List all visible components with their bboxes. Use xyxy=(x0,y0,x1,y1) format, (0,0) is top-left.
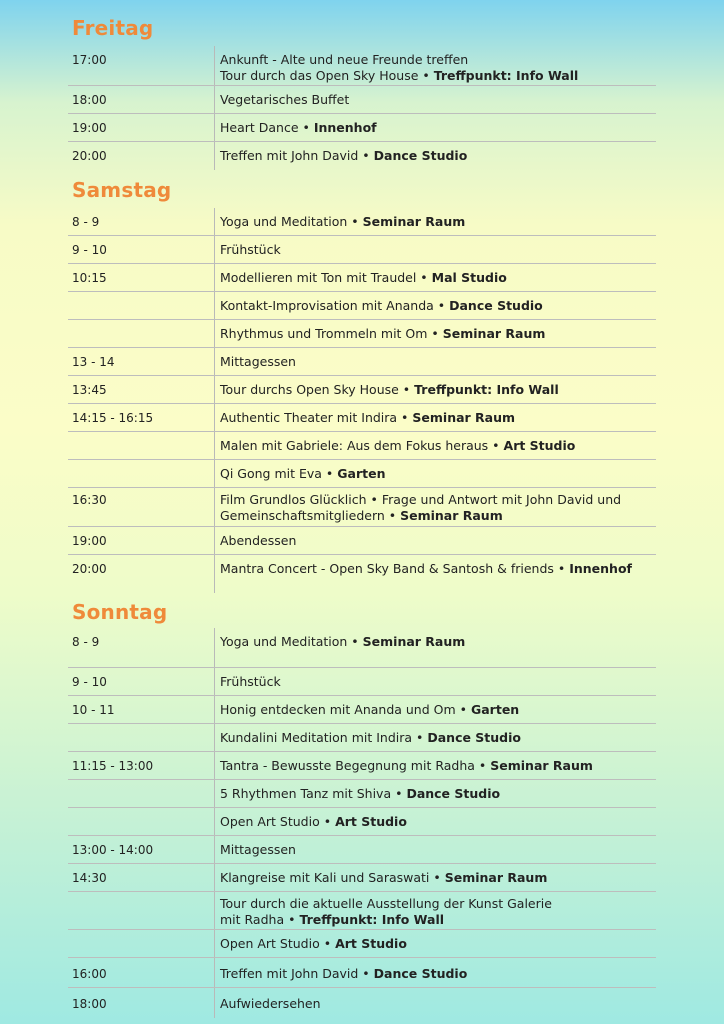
activity-text: Tantra - Bewusste Begegnung mit Radha • xyxy=(220,758,491,773)
activity-text: Malen mit Gabriele: Aus dem Fokus heraus • xyxy=(220,438,504,453)
activity-line xyxy=(220,533,656,549)
activity-cell xyxy=(216,214,656,230)
location-label: Garten xyxy=(337,466,386,481)
activity-line xyxy=(220,298,656,314)
location-label: Art Studio xyxy=(335,814,407,829)
time-cell: 9 - 10 xyxy=(72,675,107,689)
schedule-row xyxy=(68,264,656,292)
activity-cell xyxy=(216,870,656,886)
schedule-table-freitag xyxy=(68,46,656,170)
activity-text: Honig entdecken mit Ananda und Om • xyxy=(220,702,471,717)
activity-cell xyxy=(216,354,656,370)
location-label: Seminar Raum xyxy=(442,326,546,341)
activity-cell xyxy=(216,92,656,108)
day-title-sonntag: Sonntag xyxy=(72,600,168,624)
schedule-row xyxy=(68,930,656,958)
time-cell: 10 - 11 xyxy=(72,703,115,717)
schedule-row xyxy=(68,46,656,86)
activity-text: Open Art Studio • xyxy=(220,936,336,951)
activity-cell xyxy=(216,966,656,982)
activity-line xyxy=(220,814,656,830)
activity-cell xyxy=(216,410,656,426)
location-label: Dance Studio xyxy=(373,148,468,163)
location-label: Dance Studio xyxy=(373,966,468,981)
activity-line xyxy=(220,120,656,136)
schedule-row xyxy=(68,376,656,404)
activity-text: Aufwiedersehen xyxy=(220,996,321,1011)
activity-line xyxy=(220,730,656,746)
activity-cell xyxy=(216,936,656,952)
activity-text: Klangreise mit Kali und Saraswati • xyxy=(220,870,445,885)
activity-line xyxy=(220,966,656,982)
activity-cell xyxy=(216,438,656,454)
activity-cell xyxy=(216,466,656,482)
location-label: Art Studio xyxy=(503,438,576,453)
activity-line xyxy=(220,382,656,398)
activity-text: Treffen mit John David • xyxy=(220,148,374,163)
activity-line xyxy=(220,936,656,952)
location-label: Treffpunkt: Info Wall xyxy=(414,382,559,397)
location-label: Innenhof xyxy=(313,120,377,135)
schedule-row xyxy=(68,958,656,988)
location-label: Seminar Raum xyxy=(490,758,593,773)
time-cell: 14:15 - 16:15 xyxy=(72,411,154,425)
location-label: Dance Studio xyxy=(449,298,543,313)
time-cell: 11:15 - 13:00 xyxy=(72,759,154,773)
activity-cell xyxy=(216,561,656,577)
activity-line xyxy=(220,68,656,84)
activity-line xyxy=(220,508,656,524)
location-label: Innenhof xyxy=(569,561,632,576)
activity-text: Kontakt-Improvisation mit Ananda • xyxy=(220,298,450,313)
schedule-row xyxy=(68,114,656,142)
time-cell: 16:30 xyxy=(72,493,107,507)
schedule-row xyxy=(68,527,656,555)
activity-text: Film Grundlos Glücklich • Frage und Antwort mit John David und xyxy=(220,492,622,507)
schedule-row xyxy=(68,348,656,376)
schedule-row xyxy=(68,142,656,170)
activity-cell xyxy=(216,896,656,928)
schedule-row xyxy=(68,86,656,114)
activity-text: Abendessen xyxy=(220,533,297,548)
activity-line xyxy=(220,634,656,650)
location-label: Treffpunkt: Info Wall xyxy=(433,68,579,83)
time-cell: 13:45 xyxy=(72,383,107,397)
activity-cell xyxy=(216,730,656,746)
activity-text: Frühstück xyxy=(220,674,281,689)
time-cell: 9 - 10 xyxy=(72,243,107,257)
activity-line xyxy=(220,842,656,858)
activity-cell xyxy=(216,52,656,84)
location-label: Garten xyxy=(470,702,520,717)
activity-text: Tour durch die aktuelle Ausstellung der Kunst Galerie xyxy=(220,896,552,911)
time-cell: 13:00 - 14:00 xyxy=(72,843,154,857)
activity-cell xyxy=(216,298,656,314)
activity-cell xyxy=(216,786,656,802)
activity-text: Gemeinschaftsmitgliedern • xyxy=(220,508,401,523)
schedule-row xyxy=(68,292,656,320)
activity-text: Rhythmus und Trommeln mit Om • xyxy=(220,326,443,341)
schedule-row xyxy=(68,724,656,752)
activity-line xyxy=(220,242,656,258)
activity-text: Modellieren mit Ton mit Traudel • xyxy=(220,270,432,285)
activity-line xyxy=(220,466,656,482)
activity-line xyxy=(220,912,656,928)
activity-cell xyxy=(216,382,656,398)
time-cell: 8 - 9 xyxy=(72,215,100,229)
schedule-row xyxy=(68,752,656,780)
time-cell: 18:00 xyxy=(72,93,107,107)
schedule-row xyxy=(68,628,656,668)
activity-cell xyxy=(216,492,656,524)
activity-line xyxy=(220,148,656,164)
location-label: Seminar Raum xyxy=(362,634,466,649)
activity-line xyxy=(220,438,656,454)
location-label: Treffpunkt: Info Wall xyxy=(299,912,445,927)
activity-text: Tour durch das Open Sky House • xyxy=(220,68,434,83)
schedule-row xyxy=(68,460,656,488)
time-cell: 8 - 9 xyxy=(72,635,100,649)
location-label: Seminar Raum xyxy=(444,870,548,885)
schedule-row xyxy=(68,696,656,724)
location-label: Seminar Raum xyxy=(412,410,516,425)
location-label: Art Studio xyxy=(335,936,407,951)
schedule-row xyxy=(68,208,656,236)
location-label: Seminar Raum xyxy=(400,508,503,523)
time-cell: 18:00 xyxy=(72,997,107,1011)
time-cell: 19:00 xyxy=(72,121,107,135)
schedule-row xyxy=(68,988,656,1018)
activity-line xyxy=(220,214,656,230)
activity-cell xyxy=(216,996,656,1012)
schedule-row xyxy=(68,404,656,432)
activity-line xyxy=(220,92,656,108)
time-cell: 20:00 xyxy=(72,562,107,576)
activity-line xyxy=(220,561,656,577)
activity-text: Open Art Studio • xyxy=(220,814,336,829)
time-cell: 13 - 14 xyxy=(72,355,115,369)
activity-cell xyxy=(216,533,656,549)
activity-text: Mittagessen xyxy=(220,842,296,857)
activity-cell xyxy=(216,634,656,650)
schedule-row xyxy=(68,320,656,348)
location-label: Dance Studio xyxy=(427,730,522,745)
schedule-row xyxy=(68,808,656,836)
activity-line xyxy=(220,270,656,286)
schedule-row xyxy=(68,864,656,892)
activity-line xyxy=(220,996,656,1012)
activity-line xyxy=(220,326,656,342)
activity-cell xyxy=(216,148,656,164)
location-label: Dance Studio xyxy=(406,786,501,801)
activity-cell xyxy=(216,242,656,258)
activity-text: Ankunft - Alte und neue Freunde treffen xyxy=(220,52,469,67)
activity-line xyxy=(220,786,656,802)
activity-line xyxy=(220,354,656,370)
activity-text: Mittagessen xyxy=(220,354,296,369)
schedule-table-samstag xyxy=(68,208,656,593)
activity-line xyxy=(220,896,656,912)
activity-cell xyxy=(216,270,656,286)
activity-line xyxy=(220,52,656,68)
activity-text: 5 Rhythmen Tanz mit Shiva • xyxy=(220,786,407,801)
activity-cell xyxy=(216,702,656,718)
schedule-row xyxy=(68,432,656,460)
schedule-row xyxy=(68,488,656,527)
activity-text: Vegetarisches Buffet xyxy=(220,92,350,107)
activity-line xyxy=(220,410,656,426)
activity-line xyxy=(220,674,656,690)
schedule-row xyxy=(68,892,656,930)
time-cell: 19:00 xyxy=(72,534,107,548)
activity-cell xyxy=(216,674,656,690)
activity-line xyxy=(220,870,656,886)
time-cell: 17:00 xyxy=(72,53,107,67)
activity-text: Authentic Theater mit Indira • xyxy=(220,410,413,425)
activity-text: Heart Dance • xyxy=(220,120,314,135)
time-cell: 10:15 xyxy=(72,271,107,285)
activity-line xyxy=(220,758,656,774)
location-label: Seminar Raum xyxy=(362,214,466,229)
time-cell: 14:30 xyxy=(72,871,107,885)
activity-text: Qi Gong mit Eva • xyxy=(220,466,338,481)
schedule-table-sonntag xyxy=(68,628,656,1018)
activity-text: Mantra Concert - Open Sky Band & Santosh & friends • xyxy=(220,561,570,576)
schedule-row xyxy=(68,780,656,808)
activity-cell xyxy=(216,120,656,136)
activity-cell xyxy=(216,842,656,858)
activity-text: Treffen mit John David • xyxy=(220,966,374,981)
activity-cell xyxy=(216,758,656,774)
schedule-row xyxy=(68,668,656,696)
schedule-row xyxy=(68,236,656,264)
activity-text: Kundalini Meditation mit Indira • xyxy=(220,730,428,745)
time-cell: 16:00 xyxy=(72,967,107,981)
activity-cell xyxy=(216,326,656,342)
time-cell: 20:00 xyxy=(72,149,107,163)
activity-cell xyxy=(216,814,656,830)
schedule-row xyxy=(68,836,656,864)
location-label: Mal Studio xyxy=(431,270,507,285)
activity-text: Yoga und Meditation • xyxy=(220,214,363,229)
day-title-freitag: Freitag xyxy=(72,16,154,40)
activity-text: mit Radha • xyxy=(220,912,300,927)
activity-text: Yoga und Meditation • xyxy=(220,634,363,649)
activity-text: Tour durchs Open Sky House • xyxy=(220,382,415,397)
activity-line xyxy=(220,492,656,508)
activity-line xyxy=(220,702,656,718)
day-title-samstag: Samstag xyxy=(72,178,172,202)
activity-text: Frühstück xyxy=(220,242,281,257)
schedule-row xyxy=(68,555,656,593)
